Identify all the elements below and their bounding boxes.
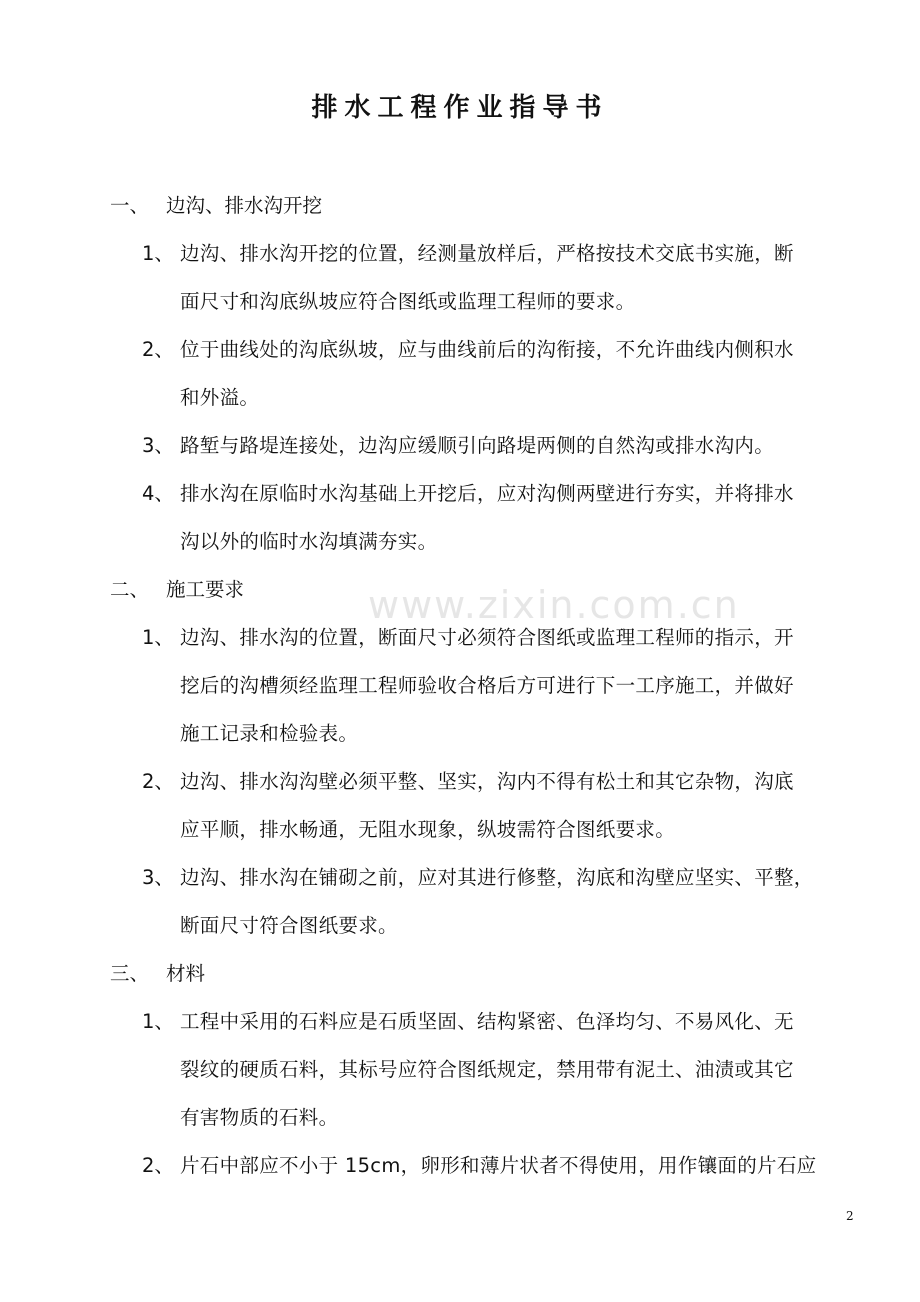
item-number: 3、 xyxy=(142,434,174,457)
list-item xyxy=(0,470,920,566)
document-body xyxy=(0,182,920,1190)
item-number: 3、 xyxy=(142,866,174,889)
text-line: 挖后的沟槽须经监理工程师验收合格后方可进行下一工序施工，并做好 xyxy=(180,674,794,697)
section-1 xyxy=(0,182,920,566)
text-line: 工程中采用的石料应是石质坚固、结构紧密、色泽均匀、不易风化、无 xyxy=(180,1010,794,1033)
section-2 xyxy=(0,566,920,950)
text-line: 边沟、排水沟在铺砌之前，应对其进行修整，沟底和沟壁应坚实、平整， xyxy=(180,866,814,889)
item-number: 2、 xyxy=(142,1154,174,1177)
list-item xyxy=(0,422,920,470)
list-item xyxy=(0,998,920,1142)
item-text xyxy=(180,326,856,422)
section-3 xyxy=(0,950,920,1190)
text-line: 边沟、排水沟沟壁必须平整、坚实，沟内不得有松土和其它杂物，沟底 xyxy=(180,770,794,793)
page-number: 2 xyxy=(846,1209,854,1223)
text-line: 有害物质的石料。 xyxy=(180,1106,339,1129)
text-line: 路堑与路堤连接处，边沟应缓顺引向路堤两侧的自然沟或排水沟内。 xyxy=(180,434,775,457)
item-text xyxy=(180,854,856,950)
text-line: 应平顺，排水畅通，无阻水现象，纵坡需符合图纸要求。 xyxy=(180,818,676,841)
item-number: 1、 xyxy=(142,242,174,265)
list-item xyxy=(0,230,920,326)
item-text xyxy=(180,614,856,758)
item-number: 1、 xyxy=(142,1010,174,1033)
list-item xyxy=(0,758,920,854)
watermark: www.zixin.com.cn xyxy=(368,583,740,627)
text-line: 和外溢。 xyxy=(180,386,260,409)
section-heading xyxy=(0,950,920,998)
section-number: 一、 xyxy=(110,194,150,217)
text-line: 沟以外的临时水沟填满夯实。 xyxy=(180,530,438,553)
text-line: 边沟、排水沟的位置，断面尺寸必须符合图纸或监理工程师的指示，开 xyxy=(180,626,794,649)
list-item xyxy=(0,1142,920,1190)
section-title: 材料 xyxy=(166,962,206,985)
list-item xyxy=(0,854,920,950)
item-number: 1、 xyxy=(142,626,174,649)
list-item xyxy=(0,326,920,422)
text-line: 施工记录和检验表。 xyxy=(180,722,359,745)
text-line: 裂纹的硬质石料，其标号应符合图纸规定，禁用带有泥土、油渍或其它 xyxy=(180,1058,794,1081)
item-number: 4、 xyxy=(142,482,174,505)
list-item xyxy=(0,614,920,758)
item-text xyxy=(180,1142,856,1190)
text-line: 排水沟在原临时水沟基础上开挖后，应对沟侧两壁进行夯实，并将排水 xyxy=(180,482,794,505)
section-number: 二、 xyxy=(110,578,150,601)
text-line: 面尺寸和沟底纵坡应符合图纸或监理工程师的要求。 xyxy=(180,290,636,313)
section-number: 三、 xyxy=(110,962,150,985)
section-heading xyxy=(0,566,920,614)
document-title: 排水工程作业指导书 xyxy=(311,93,609,123)
item-number: 2、 xyxy=(142,338,174,361)
text-line: 位于曲线处的沟底纵坡，应与曲线前后的沟衔接，不允许曲线内侧积水 xyxy=(180,338,794,361)
section-heading xyxy=(0,182,920,230)
item-text xyxy=(180,230,856,326)
item-text xyxy=(180,422,856,470)
item-number: 2、 xyxy=(142,770,174,793)
text-line: 片石中部应不小于 15cm，卵形和薄片状者不得使用，用作镶面的片石应 xyxy=(180,1154,817,1177)
section-title: 施工要求 xyxy=(166,578,245,601)
item-text xyxy=(180,470,856,566)
text-line: 断面尺寸符合图纸要求。 xyxy=(180,914,398,937)
item-text xyxy=(180,758,856,854)
item-text xyxy=(180,998,856,1142)
text-line: 边沟、排水沟开挖的位置，经测量放样后，严格按技术交底书实施，断 xyxy=(180,242,794,265)
section-title: 边沟、排水沟开挖 xyxy=(166,194,323,217)
